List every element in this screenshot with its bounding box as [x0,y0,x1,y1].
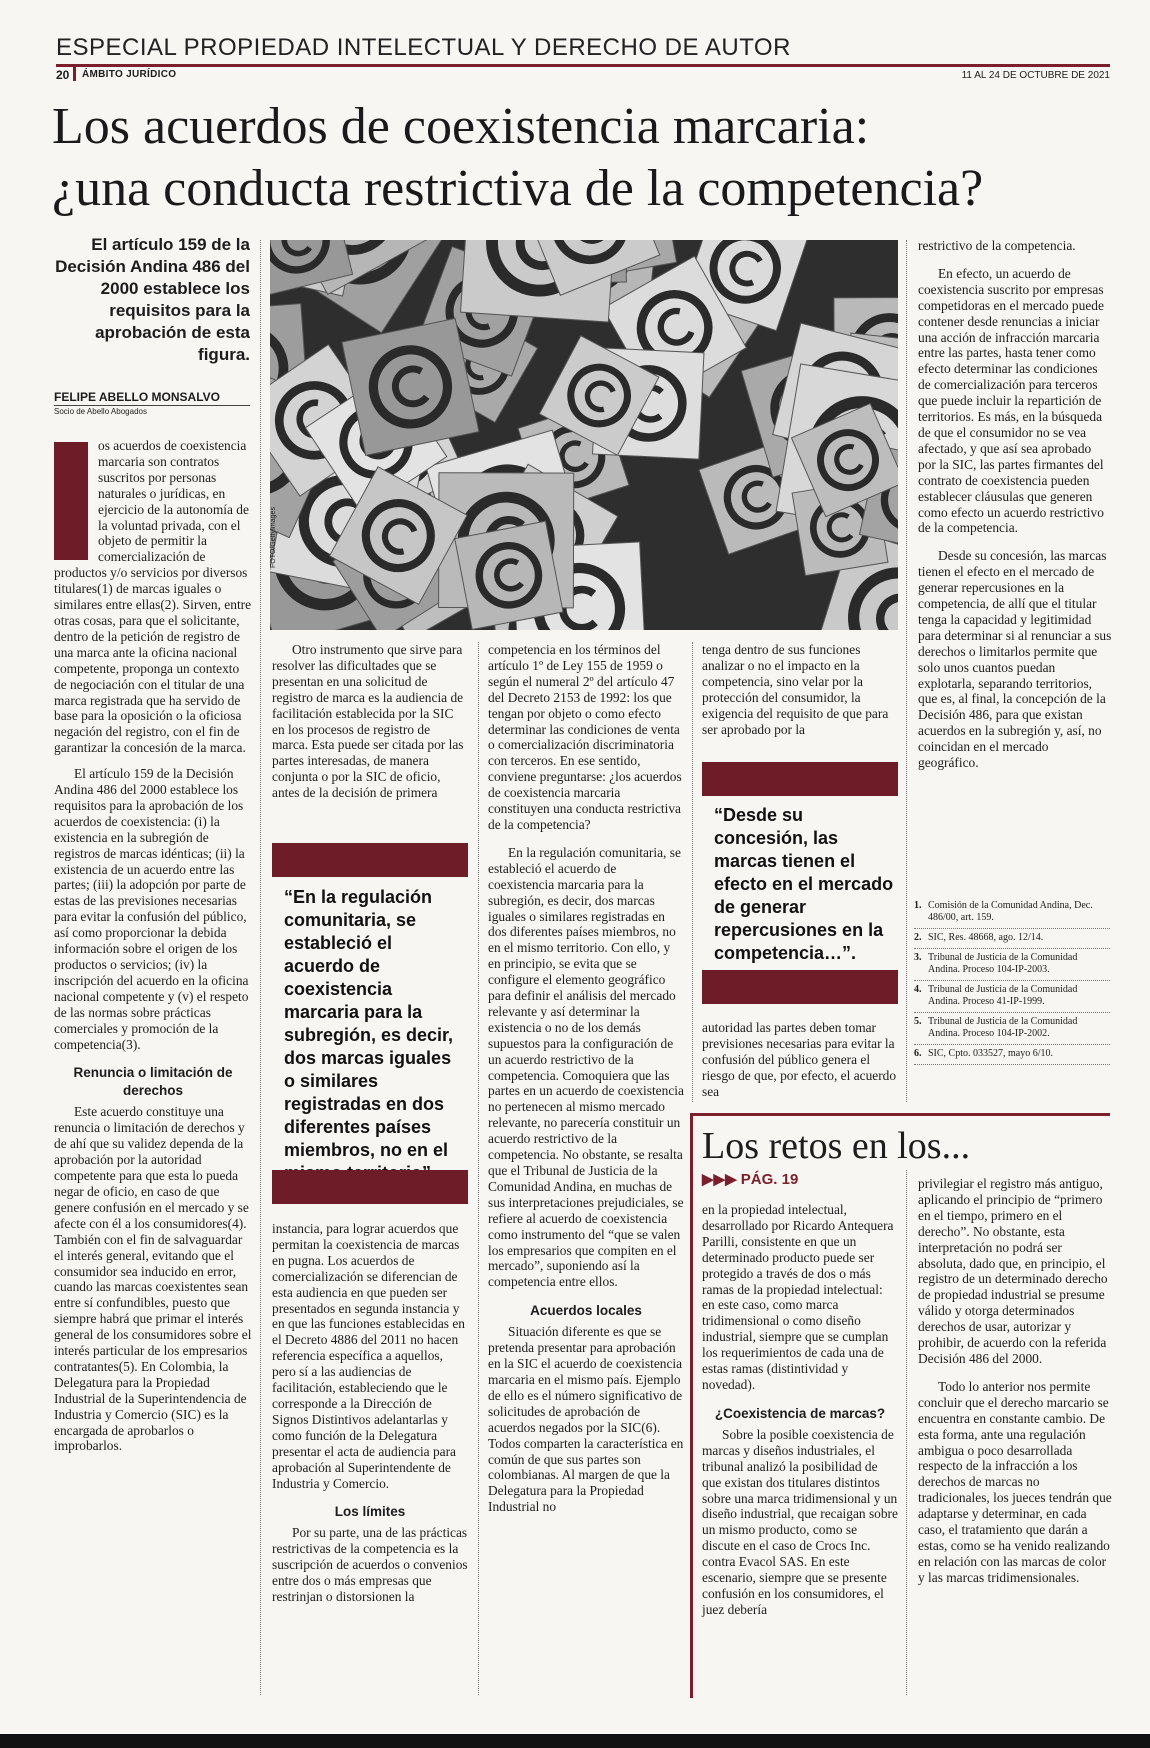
footnote-text: Comisión de la Comunidad Andina, Dec. 486/00, art. 159. [928,900,1093,923]
footnote [914,929,1110,949]
page-separator [73,67,76,81]
pull-quote-bar-top [702,762,898,796]
paragraph: Todo lo anterior nos permite concluir que el derecho marcario se encuentra en constante cambio. De esta forma, ante una regulación ambigua o poco desarrollada respecto de la infracción a los derechos de marcas no tradicionales, los jueces tendrán que adaptarse y determinar, en cada caso, el tratamiento que darán a estas, como se ha venido realizando en relación con las marcas de color y las marcas tridimensionales. [918,1378,1112,1585]
page-number: 20 [56,68,70,82]
subheading: ¿Coexistencia de marcas? [714,1405,886,1421]
paragraph: En efecto, un acuerdo de coexistencia suscrito por empresas competidoras en el mercado puede contener desde renuncias a iniciar una acción de infracción marcaria entre las partes, hasta tener como efecto determinar las condiciones de comercialización para terceros que puede incluir la repartición de territorios. Es más, en la búsqueda de que el consumidor no se vea afectado, y que así sea aprobado por la SIC, las partes firmantes del contrato de coexistencia pueden establecer cláusulas que generen como efecto un acuerdo restrictivo de la competencia. [918,265,1104,536]
paragraph: Este acuerdo constituye una renuncia o limitación de derechos y de ahí que su validez dependa de la aprobación por la autoridad competente para que esta lo pueda negar de oficio, en caso de que genere confusión en el mercado y se afecte con él a los consumidores(4). También con el fin de salvaguardar el interés general, evitando que el consumidor sea inducido en error, cuando las marcas coexistentes sean entre sí confundibles, puesto que siempre habrá que primar el interés general de los consumidores sobre el interés particular de los empresarios contratantes(5). En Colombia, la Delegatura para la Propiedad Industrial de la Superintendencia de Industria y Comercio (SIC) es la encargada de aprobarlos o improbarlos. [54,1104,252,1454]
footnote-number: 2. [914,932,922,943]
headline-line-2: ¿una conducta restrictiva de la competencia? [52,160,984,217]
footnote-number: 4. [914,984,922,995]
paragraph: tenga dentro de sus funciones analizar o no el impacto en la competencia, sino velar por la protección del consumidor, la exigencia del requisito de que para ser aprobado por la [702,642,889,737]
pull-quote-bar-bottom [702,970,898,1004]
subheading: Los límites [334,1504,406,1520]
footnote-number: 3. [914,952,922,963]
footnote-number: 6. [914,1048,922,1059]
footnote-text: SIC, Cpto. 033527, mayo 6/10. [928,1048,1054,1059]
footnote-text: Tribunal de Justicia de la Comunidad Andina. Proceso 104-IP-2002. [928,1016,1078,1039]
paragraph: En la regulación comunitaria, se estableció el acuerdo de coexistencia marcaria para la subregión, es decir, dos marcas iguales o similares registradas en dos diferentes países miembros, no en el mismo territorio. Con ello, y en principio, se evita que se configure el elemento geográfico para definir el análisis del mercado relevante y así determinar la existencia o no de los demás supuestos para la configuración de un acuerdo restrictivo de la competencia. Comoquiera que las partes en un acuerdo de coexistencia no pertenecen al mismo mercado relevante, no parecería constituir un acuerdo restrictivo de la competencia. No obstante, se resalta que el Tribunal de Justicia de la Comunidad Andina, en muchas de sus interpretaciones prejudiciales, se refiere al acuerdo de coexistencia como instrumento del “que se valen los empresarios que compiten en el mercado”, suponiendo así la competencia entre ellos. [488,844,684,1290]
footnote-text: SIC, Res. 48668, ago. 12/14. [928,932,1044,943]
paragraph: Otro instrumento que sirve para resolver las dificultades que se presentan en una solicitud de registro de marca es la audiencia de facilitación establecida por la SIC en los procesos de registro de marca. Esta puede ser citada por las partes interesadas, de manera conjunta o por la SIC de oficio, antes de la decisión de primera [272,642,464,801]
paragraph: restrictivo de la competencia. [918,238,1076,253]
article-column-1 [54,438,252,1454]
footnotes [914,897,1110,1065]
retos-box-side-rule [690,1113,693,1698]
paragraph: Por su parte, una de las prácticas restrictivas de la competencia es la suscripción de acuerdos o convenios entre dos o más empresas que restrinjan o distorsionen la [272,1525,468,1605]
paragraph: instancia, para lograr acuerdos que permitan la coexistencia de marcas en pugna. Los acuerdos de comercialización se diferencian de esta audiencia en que pueden ser presentados en segunda instancia y en que las funciones establecidas en el Decreto 4886 del 2011 no hacen referencia específica a aquellos, pero sí a las audiencias de facilitación, estableciendo que le corresponde a la Dirección de Signos Distintivos adelantarlas y como función de la Delegatura presentar el acta de audiencia para aprobación al Superintendente de Industria y Comercio. [272,1221,465,1491]
article-headline [52,96,1112,220]
footnote-text: Tribunal de Justicia de la Comunidad Andina. Proceso 104-IP-2003. [928,952,1078,975]
retos-page-ref[interactable]: ▶▶▶ PÁG. 19 [702,1171,799,1188]
section-title: ESPECIAL PROPIEDAD INTELECTUAL Y DERECHO DE AUTOR [56,34,791,61]
retos-column-2 [918,1176,1112,1586]
author-role: Socio de Abello Abogados [54,407,147,416]
paragraph: competencia en los términos del artículo 1º de Ley 155 de 1959 o según el numeral 2º del artículo 47 del Decreto 2153 de 1992: los que tengan por objeto o como efecto determinar las condiciones de venta o comercialización discriminatoria con terceros. En ese sentido, conviene preguntarse: ¿los acuerdos de coexistencia marcaria constituyen una conducta restrictiva de la competencia? [488,642,682,832]
paragraph: Situación diferente es que se pretenda presentar para aprobación en la SIC el acuerdo de coexistencia marcaria en el mismo país. Ejemplo de ello es el número significativo de solicitudes de aprobación de acuerdos negados por la SIC(6). Todos comparten la característica en común de que sus partes son colombianas. Al margen de que la Delegatura para la Propiedad Industrial no [488,1324,684,1515]
paragraph [54,438,252,756]
publication-name: ÁMBITO JURÍDICO [82,69,177,80]
column-separator [478,642,479,1695]
pull-quote: “Desde su concesión, las marcas tienen el efecto en el mercado de generar repercusiones en la competencia…”. [714,805,894,963]
paragraph: privilegiar el registro más antiguo, aplicando el principio de “primero en el tiempo, primero en el derecho”. No obstante, esta interpretación no podrá ser absoluta, dado que, en principio, el registro de un determinado derecho de propiedad industrial se presume válido y otorga determinados derechos de usar, autorizar y prohibir, de acuerdo con la referida Decisión 486 del 2000. [918,1176,1108,1366]
retos-headline: Los retos en los... [702,1125,971,1167]
footnote [914,981,1110,1013]
author-rule [54,405,250,406]
copyright-tile [342,318,479,455]
article-column-4 [702,642,898,737]
column-separator [906,1170,907,1695]
article-column-2b [272,1221,468,1605]
copyright-symbols-image [270,240,898,630]
article-column-5 [918,238,1112,771]
author-name: FELIPE ABELLO MONSALVO [54,390,221,404]
issue-date: 11 AL 24 DE OCTUBRE DE 2021 [961,70,1110,81]
article-column-2 [272,642,468,801]
article-column-4b [702,1020,898,1100]
pull-quote: “En la regulación comunitaria, se estableció el acuerdo de coexistencia marcaria para la subregión, es decir, dos marcas iguales o similares registradas en dos diferentes países miembros, no en el [284,887,454,1160]
dropcap-spacer [54,438,98,562]
header-rule [56,64,1110,67]
footnote [914,949,1110,981]
footnote-text: Tribunal de Justicia de la Comunidad Andina. Proceso 41-IP-1999. [928,984,1078,1007]
article-column-3 [488,642,684,1515]
copyright-photo [270,240,898,630]
headline-line-1: Los acuerdos de coexistencia marcaria: [52,98,870,155]
scan-edge [0,1734,1150,1748]
paragraph: autoridad las partes deben tomar previsiones necesarias para evitar la confusión del público genera el riesgo de que, por efecto, el acuerdo sea [702,1020,897,1099]
photo-credit: FOTO/GettyImages [270,507,277,568]
pull-quote-bar-top [272,843,468,877]
copyright-tile [455,521,563,629]
article-lead: El artículo 159 de la Decisión Andina 486 del 2000 establece los requisitos para la aprobación de esta figura. [55,235,250,364]
footnote-number: 1. [914,900,922,911]
footnote [914,897,1110,929]
subheading: Renuncia o limitación de derechos [73,1065,233,1099]
paragraph: en la propiedad intelectual, desarrollado por Ricardo Antequera Parilli, consistente en que un determinado producto puede ser protegido a través de dos o más ramas de la propiedad intelectual: en este caso, como marca tridimensional o como diseño industrial, siempre que se cumplan los requerimientos de cada una de estas ramas (distintividad y novedad). [702,1202,894,1392]
paragraph: El artículo 159 de la Decisión Andina 486 del 2000 establece los requisitos para la aprobación de los acuerdos de coexistencia: (i) la existencia en la subregión de registros de marcas idénticas; (ii) la existencia de un acuerdo entre las partes; (iii) la adopción por parte de estas de las previsiones necesarias para evitar la confusión del público, así como proporcionar la debida información sobre el origen de los productos o servicios; (iv) la inscripción del acuerdo en la oficina nacional competente y (v) el respeto de las normas sobre prácticas comerciales y promoción de la competencia(3). [54,766,249,1052]
column-separator [692,642,693,1102]
footnote-number: 5. [914,1016,922,1027]
column-separator [260,240,261,1695]
footnote [914,1013,1110,1045]
paragraph: Sobre la posible coexistencia de marcas y diseños industriales, el tribunal analizó la posibilidad de que existan dos titulares distintos sobre una marca tridimensional y un diseño industrial, que recaigan sobre un mismo producto, como se discute en el caso de Crocs Inc. contra Evacol SAS. En este escenario, siempre que se presente confusión en los consumidores, el juez debería [702,1426,898,1617]
retos-column-1 [702,1202,898,1618]
pull-quote-bar-bottom [272,1170,468,1204]
paragraph-text: os acuerdos de coexistencia marcaria son contratos suscritos por personas naturales o jurídicas, en ejercicio de la autonomía de la voluntad privada, con el objeto de permitir la comercialización de productos y/o servicios por diversos titulares(1) de marcas iguales o similares entre ellas(2). Sirven, entre otras cosas, para que el solicitante, dentro de la petición de registro de una marca ante la oficina nacional competente, proponga un contexto de negociación con el titular de una marca registrada que ha servido de base para la oposición o la oficiosa negación del registro, con el fin de garantizar la concesión de la marca. [54,438,252,756]
paragraph: Desde su concesión, las marcas tienen el efecto en el mercado de generar repercusiones en la competencia, de allí que el titular tenga la capacidad y legitimidad para determinar si al renunciar a sus derechos o limitarlos permite que solo unos cuantos puedan explotarla, separando territorios, que es, al final, la concepción de la Decisión 486, para que existan acuerdos en la subregión y, así, no coincidan en el mercado geográfico. [918,548,1112,771]
column-separator [906,240,907,1102]
retos-box-rule [690,1113,1110,1116]
footnote [914,1045,1110,1065]
subheading: Acuerdos locales [530,1303,642,1319]
